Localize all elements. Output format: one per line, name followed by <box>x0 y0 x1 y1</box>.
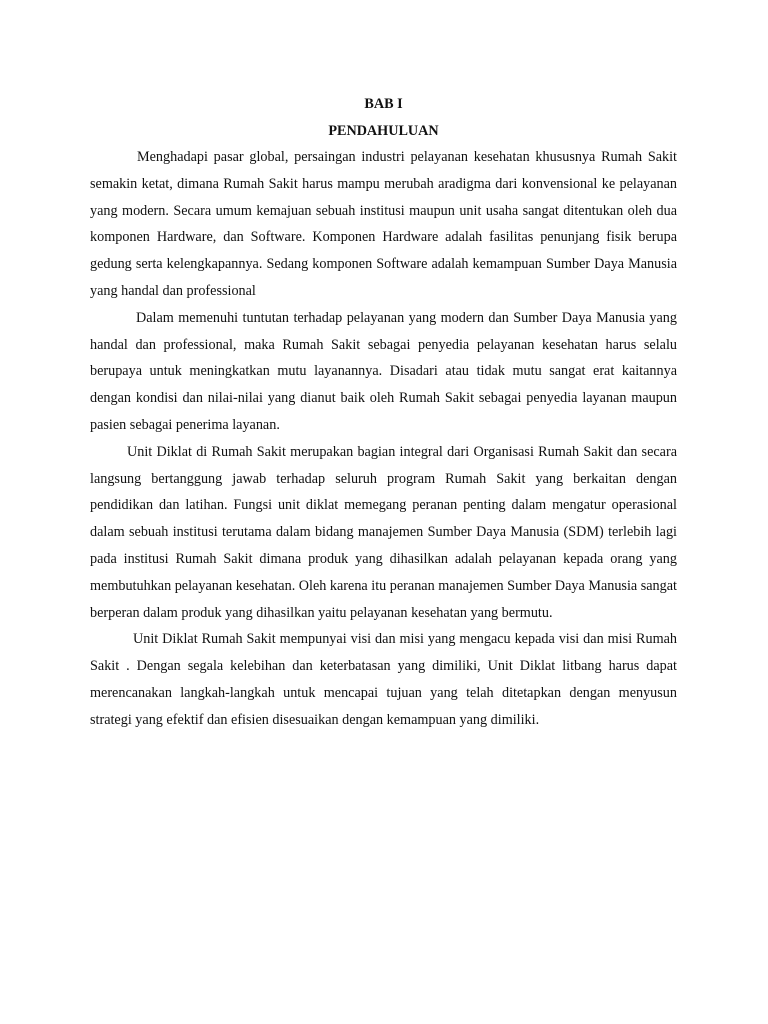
chapter-heading: BAB I <box>364 96 403 112</box>
document-page <box>90 91 677 734</box>
chapter-title: PENDAHULUAN <box>328 122 439 139</box>
paragraph-3: Unit Diklat di Rumah Sakit merupakan bagian integral dari Organisasi Rumah Sakit dan secara langsung bertanggung jawab terhadap seluruh program Rumah Sakit yang berkaitan dengan pendidikan dan latihan. Fungsi unit diklat memegang peranan penting dalam mengatur operasional dalam sebuah institusi terutama dalam bidang manajemen Sumber Daya Manusia (SDM) terlebih lagi pada institusi Rumah Sakit dimana produk yang dihasilkan adalah pelayanan kepada orang yang membutuhkan pelayanan kesehatan. Oleh karena itu peranan manajemen Sumber Daya Manusia sangat berperan dalam produk yang dihasilkan yaitu pelayanan kesehatan yang bermutu. <box>90 443 677 621</box>
paragraph-2: Dalam memenuhi tuntutan terhadap pelayanan yang modern dan Sumber Daya Manusia yang handal dan professional, maka Rumah Sakit sebagai penyedia pelayanan kesehatan harus selalu berupaya untuk meningkatkan mutu layanannya. Disadari atau tidak mutu sangat erat kaitannya dengan kondisi dan nilai-nilai yang dianut baik oleh Rumah Sakit sebagai penyedia layanan maupun pasien sebagai penerima layanan. <box>90 309 677 433</box>
paragraph-1: Menghadapi pasar global, persaingan industri pelayanan kesehatan khususnya Rumah Sakit semakin ketat, dimana Rumah Sakit harus mampu merubah aradigma dari konvensional ke pelayanan yang modern. Secara umum kemajuan sebuah institusi maupun unit usaha sangat ditentukan oleh dua komponen Hardware, dan Software. Komponen Hardware adalah fasilitas penunjang fisik berupa gedung serta kelengkapannya. Sedang komponen Software adalah kemampuan Sumber Daya Manusia yang handal dan professional <box>90 149 677 299</box>
paragraph-4: Unit Diklat Rumah Sakit mempunyai visi dan misi yang mengacu kepada visi dan misi Rumah Sakit . Dengan segala kelebihan dan keterbatasan yang dimiliki, Unit Diklat litbang harus dapat merencanakan langkah-langkah untuk mencapai tujuan yang telah ditetapkan dengan menyusun strategi yang efektif dan efisien disesuaikan dengan kemampuan yang dimiliki. <box>90 631 677 728</box>
